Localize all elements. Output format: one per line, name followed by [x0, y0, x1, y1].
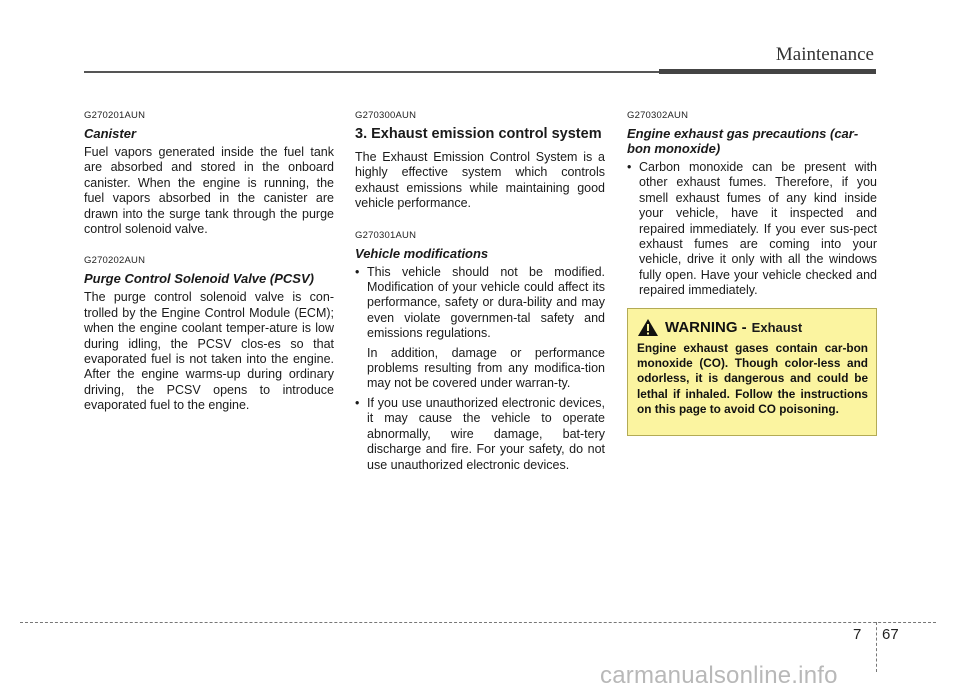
watermark: carmanualsonline.info	[600, 662, 838, 689]
warning-subject: Exhaust	[751, 320, 803, 335]
warning-box	[627, 308, 877, 436]
bullet-icon: •	[355, 395, 360, 410]
list-item-text: If you use unauthorized electronic devices, it may cause the vehicle to operate abnormally, wire damage, bat-tery discharge and fire. For your safety, do not use unauthorized electronic devices.	[367, 395, 605, 472]
page-number: 67	[882, 626, 899, 643]
warning-triangle-icon	[637, 318, 659, 337]
warning-text: Engine exhaust gases contain car-bon monoxide (CO). Though color-less and odorless, it is dangerous and could be lethal if inhaled. Follow the instructions on this page to avoid CO poisoning.	[637, 341, 868, 416]
pcsv-heading: Purge Control Solenoid Valve (PCSV)	[84, 271, 314, 287]
section-code: G270201AUN	[84, 110, 146, 121]
modifications-list	[355, 265, 605, 473]
bullet-icon: •	[627, 160, 632, 174]
exhaust-precautions-heading: Engine exhaust gas precautions (car-bon monoxide)	[627, 126, 859, 156]
exhaust-section-title: 3. Exhaust emission control system	[355, 126, 602, 142]
footer-divider	[20, 622, 936, 623]
canister-paragraph: Fuel vapors generated inside the fuel tank are absorbed and stored in the onboard canister. When the engine is running, the fuel vapors absorbed in the canister are drawn into the surge tank through the purge control solenoid valve.	[84, 145, 334, 237]
section-code: G270301AUN	[355, 229, 417, 241]
bullet-icon: •	[355, 264, 360, 279]
list-item	[627, 160, 877, 299]
list-item-continuation: In addition, damage or performance problems resulting from any modifica-tion may not be covered under warran-ty.	[367, 345, 605, 391]
column-right	[627, 110, 877, 303]
column-middle	[355, 110, 605, 477]
section-code: G270202AUN	[84, 255, 146, 267]
section-code: G270300AUN	[355, 110, 417, 121]
header-title: Maintenance	[775, 44, 874, 65]
header-rule	[84, 71, 659, 73]
footer-vertical-divider	[876, 622, 877, 672]
canister-heading: Canister	[84, 126, 137, 141]
list-item-text: This vehicle should not be modified. Modification of your vehicle could affect its performance, safety or dura-bility and may even violate governmen-tal safety and emissions regulations.	[367, 264, 605, 341]
list-item-text: Carbon monoxide can be present with other exhaust fumes. Therefore, if you smell exhaust fumes of any kind inside your vehicle, have it inspected and repaired immediately. If you ever sus-pect exhaust fumes are coming into your vehicle, drive it only with all the windows fully open. Have your vehicle checked and repaired immediately.	[639, 160, 877, 298]
exhaust-paragraph: The Exhaust Emission Control System is a highly effective system which controls exhaust emissions while maintaining good vehicle performance.	[355, 150, 605, 211]
modifications-heading: Vehicle modifications	[355, 245, 489, 261]
list-item	[355, 396, 605, 473]
warning-header	[637, 318, 868, 337]
section-code: G270302AUN	[627, 110, 689, 121]
warning-label: WARNING -	[665, 319, 747, 336]
list-item	[355, 265, 605, 392]
column-left	[84, 110, 334, 432]
chapter-number: 7	[853, 626, 862, 643]
pcsv-paragraph: The purge control solenoid valve is con-trolled by the Engine Control Module (ECM); when the engine coolant temper-ature is low during idling, the PCSV clos-es so that evaporated fuel is not taken into the engine. After the engine warms-up during ordinary driving, the PCSV opens to introduce evaporated fuel to the engine.	[84, 290, 334, 413]
header-rule-accent	[659, 69, 876, 74]
precautions-list	[627, 160, 877, 299]
